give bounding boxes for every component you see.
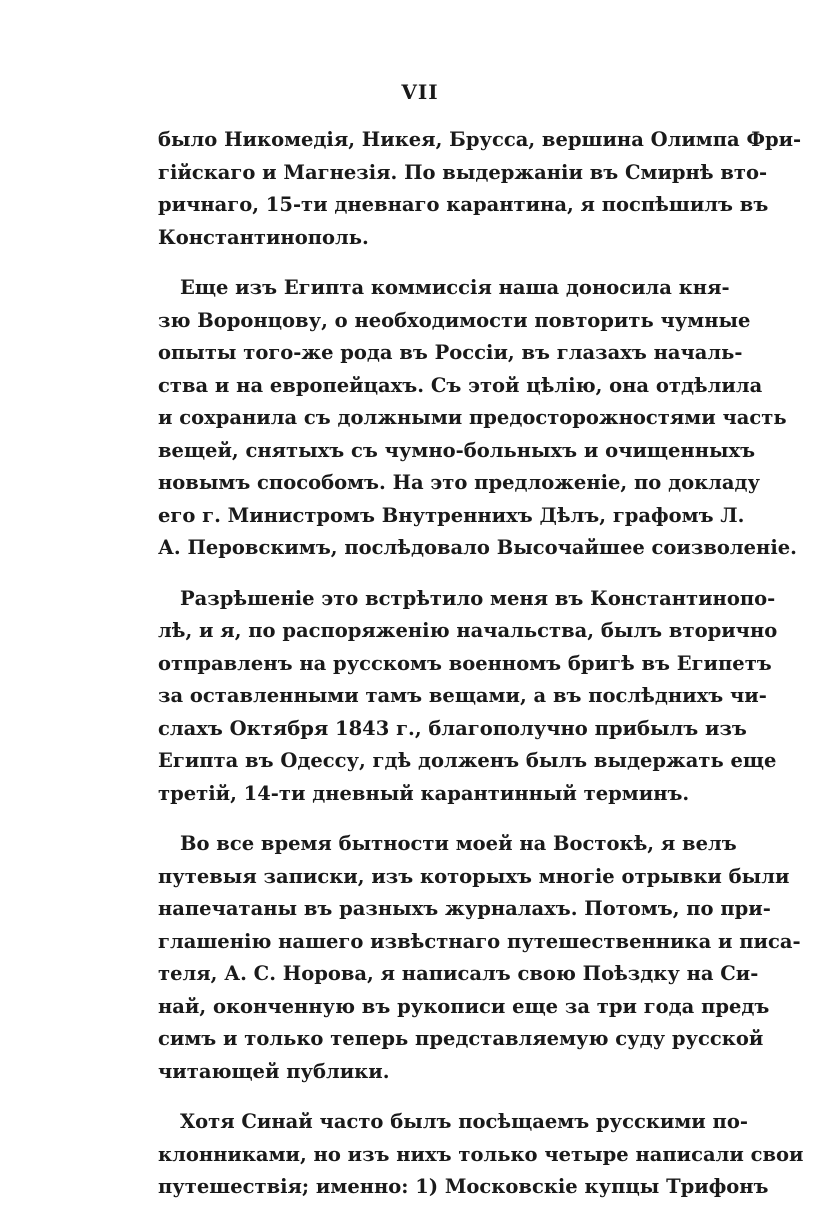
paragraph-1 bbox=[158, 124, 802, 254]
text-line: зю Воронцову, о необходимости повторить чумные bbox=[158, 308, 751, 332]
text-line: Хотя Синай часто былъ посѣщаемъ русскими по- bbox=[180, 1110, 748, 1133]
paragraph-2 bbox=[158, 272, 797, 565]
text-line: путевыя записки, изъ которыхъ многіе отрывки были bbox=[158, 864, 790, 888]
text-line: А. Перовскимъ, послѣдовало Высочайшее соизволеніе. bbox=[158, 536, 797, 559]
text-line: читающей публики. bbox=[158, 1059, 390, 1083]
text-line: Разрѣшеніе это встрѣтило меня въ Константинопо- bbox=[180, 586, 776, 610]
text-line: глашенію нашего извѣстнаго путешественника и писа- bbox=[158, 929, 801, 953]
text-line: напечатаны въ разныхъ журналахъ. Потомъ, по при- bbox=[158, 897, 771, 920]
text-line: лѣ, и я, по распоряженію начальства, былъ вторично bbox=[158, 619, 778, 642]
text-line: ричнаго, 15-ти дневнаго карантина, я поспѣшилъ въ bbox=[158, 193, 769, 216]
text-line: Еще изъ Египта коммиссія наша доносила кня- bbox=[180, 276, 730, 299]
text-line: Во все время бытности моей на Востокѣ, я велъ bbox=[180, 832, 737, 855]
text-line: слахъ Октября 1843 г., благополучно прибылъ изъ bbox=[158, 716, 747, 740]
text-line: его г. Министромъ Внутреннихъ Дѣлъ, графомъ Л. bbox=[158, 503, 745, 527]
page-number: VII bbox=[401, 80, 439, 104]
text-line: третій, 14-ти дневный карантинный терминъ. bbox=[158, 781, 690, 805]
text-line: отправленъ на русскомъ военномъ бригѣ въ Египетъ bbox=[158, 651, 772, 675]
text-line: Константинополь. bbox=[158, 225, 369, 249]
paragraph-4 bbox=[158, 828, 801, 1088]
paragraph-5 bbox=[158, 1106, 804, 1204]
body-text bbox=[158, 124, 804, 1222]
paragraph-3 bbox=[158, 583, 778, 811]
text-line: за оставленными тамъ вещами, а въ послѣднихъ чи- bbox=[158, 684, 767, 707]
text-line: клонниками, но изъ нихъ только четыре написали свои bbox=[158, 1142, 804, 1166]
text-line: и сохранила съ должными предосторожностями часть bbox=[158, 406, 787, 429]
text-line: новымъ способомъ. На это предложеніе, по докладу bbox=[158, 471, 761, 494]
text-line: вещей, снятыхъ съ чумно-больныхъ и очищенныхъ bbox=[158, 438, 756, 462]
text-line: най, оконченную въ рукописи еще за три года предъ bbox=[158, 994, 770, 1018]
text-line: Египта въ Одессу, гдѣ долженъ былъ выдержать еще bbox=[158, 749, 777, 772]
text-line: ства и на европейцахъ. Съ этой цѣлію, она отдѣлила bbox=[158, 373, 763, 397]
text-line: опыты того-же рода въ Россіи, въ глазахъ началь- bbox=[158, 341, 743, 364]
text-line: гійскаго и Магнезія. По выдержаніи въ Смирнѣ вто- bbox=[158, 160, 768, 184]
text-line: теля, А. С. Норова, я написалъ свою Поѣздку на Си- bbox=[158, 962, 759, 985]
text-line: было Никомедія, Никея, Брусса, вершина Олимпа Фри- bbox=[158, 128, 802, 151]
text-line: симъ и только теперь представляемую суду русской bbox=[158, 1027, 764, 1050]
text-line: путешествія; именно: 1) Московскіе купцы Трифонъ bbox=[158, 1175, 769, 1198]
